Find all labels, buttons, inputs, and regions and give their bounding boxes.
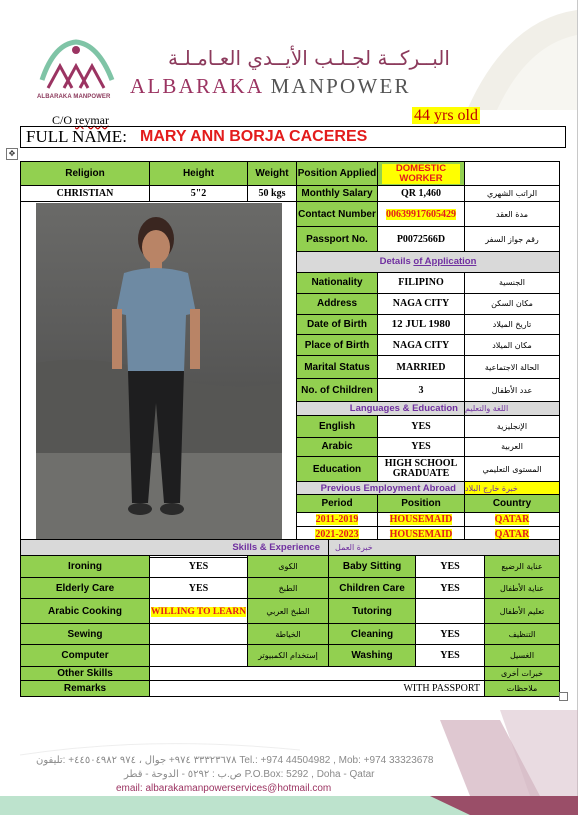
employment-section-title: Previous Employment Abroad xyxy=(297,482,465,495)
full-name-colon: : xyxy=(122,127,127,146)
education-value: HIGH SCHOOL GRADUATE xyxy=(378,457,465,482)
height-value: 5"2 xyxy=(150,186,248,202)
language-label: English xyxy=(297,415,378,437)
detail-value: FILIPINO xyxy=(378,272,465,293)
employment-period-cell xyxy=(297,512,378,527)
skill-label: Elderly Care xyxy=(21,578,150,599)
skill-label: Ironing xyxy=(21,556,150,578)
skill-label-arabic: الكوى xyxy=(248,556,329,578)
full-name-label-text: FULL NAME xyxy=(26,127,123,146)
detail-label-arabic: عدد الأطفال xyxy=(465,379,560,402)
passport-label-arabic: رقم جواز السفر xyxy=(465,227,560,252)
skills-table xyxy=(20,539,560,697)
other-skills-value xyxy=(150,667,485,681)
skill-label-arabic: الخياطة xyxy=(248,624,329,645)
brand-name-arabic: البــركــة لجـلـب الأيــدي العـامـلـة xyxy=(168,46,450,70)
care-of-prefix: C/O xyxy=(52,113,76,127)
skill-label: Children Care xyxy=(329,578,416,599)
detail-label-arabic: الحالة الاجتماعية xyxy=(465,356,560,379)
footer-phone: ٣٣٣٢٣٦٧٨ ٩٧٤+ جوال ، ٩٧٤ ٤٤٥٠٤٩٨٢+ :تليفون Tel.: +974 44504982 , Mob: +974 33323678 xyxy=(36,755,434,766)
religion-value: CHRISTIAN xyxy=(21,186,150,202)
salary-label-arabic: الراتب الشهري xyxy=(465,186,560,202)
language-value: YES xyxy=(378,437,465,457)
country-header: Country xyxy=(465,494,560,512)
skill-label: Washing xyxy=(329,645,416,667)
skill-row xyxy=(21,599,560,624)
religion-label: Religion xyxy=(21,162,150,186)
contact-row xyxy=(21,202,560,227)
employment-period: 2021-2023 xyxy=(315,528,359,540)
language-label-arabic: العربية xyxy=(465,437,560,457)
skill-label-arabic: التنظيف xyxy=(485,624,560,645)
skill-label-arabic: تعليم الأطفال xyxy=(485,599,560,624)
contact-label-arabic: مدة العقد xyxy=(465,202,560,227)
brand-rest-words: MANPOWER xyxy=(263,74,411,98)
languages-section-title-arabic: اللغة والتعليم xyxy=(465,402,560,416)
employment-country-cell xyxy=(465,512,560,527)
period-header: Period xyxy=(297,494,378,512)
detail-value: MARRIED xyxy=(378,356,465,379)
skill-label: Arabic Cooking xyxy=(21,599,150,624)
skill-value: YES xyxy=(416,578,485,599)
employment-position-cell xyxy=(378,512,465,527)
education-label: Education xyxy=(297,457,378,482)
full-name-value: MARY ANN BORJA CACERES xyxy=(140,128,368,145)
employment-position: HOUSEMAID xyxy=(389,513,453,525)
skill-value: YES xyxy=(150,556,248,578)
remarks-row xyxy=(21,681,560,697)
skill-value xyxy=(416,599,485,624)
albaraka-logo-icon xyxy=(34,36,118,100)
details-section-title xyxy=(297,252,560,273)
passport-value: P0072566D xyxy=(378,227,465,252)
contact-cell xyxy=(378,202,465,227)
skills-section-title: Skills & Experience xyxy=(21,540,329,556)
header-decoration xyxy=(447,0,577,110)
skill-label-arabic: الطبخ العربي xyxy=(248,599,329,624)
languages-section-title: Languages & Education xyxy=(297,402,465,416)
height-label: Height xyxy=(150,162,248,186)
skill-value xyxy=(150,645,248,667)
other-skills-row xyxy=(21,667,560,681)
person-silhouette-icon xyxy=(36,203,282,541)
language-label: Arabic xyxy=(297,437,378,457)
skill-value: YES xyxy=(416,624,485,645)
table-move-handle-icon[interactable]: ✥ xyxy=(6,148,18,160)
footer-address: ص.ب : ٥٢٩٢ - الدوحة - قطر P.O.Box: 5292 , Doha - Qatar xyxy=(124,769,375,780)
passport-label: Passport No. xyxy=(297,227,378,252)
position-label: Position Applied xyxy=(297,162,378,186)
skill-row xyxy=(21,556,560,578)
language-label-arabic: الإنجليزية xyxy=(465,415,560,437)
detail-label-arabic: مكان الميلاد xyxy=(465,335,560,356)
remarks-label: Remarks xyxy=(21,681,150,697)
skill-value: YES xyxy=(416,556,485,578)
other-skills-label-arabic: خبرات أخرى xyxy=(485,667,560,681)
skill-label-arabic: عناية الأطفال xyxy=(485,578,560,599)
employment-section-title-arabic: خبرة خارج البلاد xyxy=(465,482,560,495)
values-row xyxy=(21,186,560,202)
skill-value: WILLING TO LEARN xyxy=(150,606,247,617)
skill-label: Sewing xyxy=(21,624,150,645)
detail-label: Place of Birth xyxy=(297,335,378,356)
education-label-arabic: المستوى التعليمي xyxy=(465,457,560,482)
employment-position: HOUSEMAID xyxy=(389,528,453,540)
skill-row xyxy=(21,578,560,599)
detail-value: NAGA CITY xyxy=(378,335,465,356)
skill-value xyxy=(150,624,248,645)
salary-label: Monthly Salary xyxy=(297,186,378,202)
remarks-value: WITH PASSPORT xyxy=(150,681,485,697)
detail-value: 3 xyxy=(378,379,465,402)
skills-header-row xyxy=(21,540,560,556)
photo-cell xyxy=(21,202,297,542)
header-row xyxy=(21,162,560,186)
applicant-photo xyxy=(36,203,282,541)
weight-label: Weight xyxy=(248,162,297,186)
skill-label: Cleaning xyxy=(329,624,416,645)
footer-email[interactable]: email: albarakamanpowerservices@hotmail.com xyxy=(116,783,332,794)
detail-label: Address xyxy=(297,293,378,314)
detail-value: 12 JUL 1980 xyxy=(378,314,465,335)
other-skills-label: Other Skills xyxy=(21,667,150,681)
skill-row xyxy=(21,645,560,667)
detail-value: NAGA CITY xyxy=(378,293,465,314)
contact-label: Contact Number xyxy=(297,202,378,227)
detail-label-arabic: الجنسية xyxy=(465,272,560,293)
contact-value: 00639917605429 xyxy=(386,208,456,220)
position-cell xyxy=(378,162,465,186)
empty-cell xyxy=(465,162,560,186)
cv-table xyxy=(20,161,560,558)
skill-value: YES xyxy=(416,645,485,667)
detail-label: No. of Children xyxy=(297,379,378,402)
language-value: YES xyxy=(378,415,465,437)
full-name-label xyxy=(26,127,127,147)
employment-country: QATAR xyxy=(494,513,530,525)
skill-label: Tutoring xyxy=(329,599,416,624)
employment-country: QATAR xyxy=(494,528,530,540)
weight-value: 50 kgs xyxy=(248,186,297,202)
brand-name-english xyxy=(130,74,411,99)
detail-label-arabic: مكان السكن xyxy=(465,293,560,314)
position-header: Position xyxy=(378,494,465,512)
skill-value: YES xyxy=(150,578,248,599)
skill-label: Computer xyxy=(21,645,150,667)
skill-label: Baby Sitting xyxy=(329,556,416,578)
salary-value: QR 1,460 xyxy=(378,186,465,202)
position-value: DOMESTIC WORKER xyxy=(382,164,460,184)
skill-label-arabic: الطبخ xyxy=(248,578,329,599)
detail-label: Date of Birth xyxy=(297,314,378,335)
employment-period: 2011-2019 xyxy=(315,513,359,525)
detail-label: Nationality xyxy=(297,272,378,293)
details-title-b: of Application xyxy=(413,256,477,268)
age-badge: 44 yrs old xyxy=(414,107,478,124)
brand-first-word: ALBARAKA xyxy=(130,74,264,98)
detail-label-arabic: تاريخ الميلاد xyxy=(465,314,560,335)
skills-section-title-arabic: خبرة العمل xyxy=(329,540,560,556)
logo-caption: ALBARAKA MANPOWER xyxy=(37,94,111,100)
skill-label-arabic: إستخدام الكمبيوتر xyxy=(248,645,329,667)
details-title-a: Details xyxy=(379,256,414,268)
skill-label-arabic: الغسيل xyxy=(485,645,560,667)
care-of-name: reymar xyxy=(75,113,109,127)
full-name-row xyxy=(20,126,566,148)
skill-row xyxy=(21,624,560,645)
skill-value-cell xyxy=(150,599,248,624)
detail-label: Marital Status xyxy=(297,356,378,379)
skill-label-arabic: عناية الرضيع xyxy=(485,556,560,578)
remarks-label-arabic: ملاحظات xyxy=(485,681,560,697)
